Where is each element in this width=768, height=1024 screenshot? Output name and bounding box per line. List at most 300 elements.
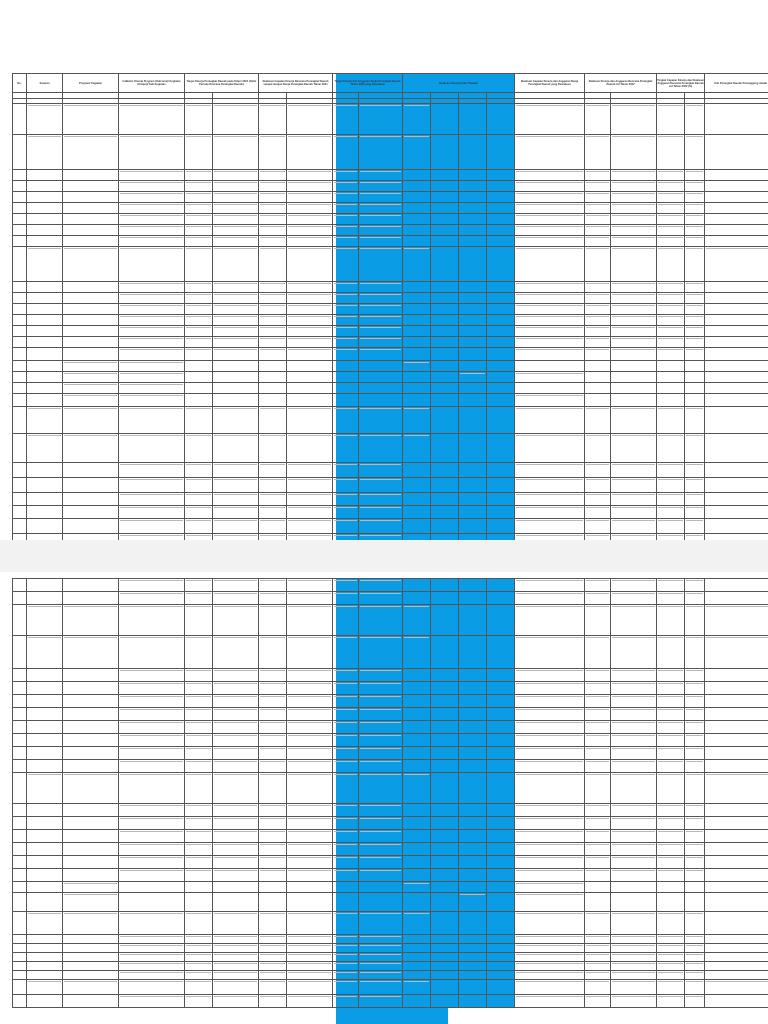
illegible-text bbox=[260, 136, 285, 137]
table-cell bbox=[27, 682, 63, 695]
illegible-text bbox=[288, 972, 331, 973]
table-cell bbox=[27, 214, 63, 225]
table-cell bbox=[63, 912, 119, 935]
table-cell bbox=[287, 326, 333, 337]
table-cell bbox=[359, 348, 403, 361]
table-cell bbox=[487, 534, 515, 541]
table-cell bbox=[13, 636, 27, 669]
table-cell bbox=[403, 383, 431, 394]
illegible-text bbox=[612, 464, 655, 465]
illegible-text bbox=[214, 294, 257, 295]
illegible-text bbox=[612, 105, 655, 106]
illegible-text bbox=[186, 507, 211, 508]
table-cell bbox=[119, 315, 185, 326]
table-cell bbox=[333, 682, 359, 695]
table-cell bbox=[459, 181, 487, 192]
table-cell bbox=[259, 315, 287, 326]
table-cell bbox=[259, 463, 287, 478]
table-cell bbox=[63, 579, 119, 592]
table-cell bbox=[611, 304, 657, 315]
table-cell bbox=[287, 315, 333, 326]
table-cell bbox=[185, 214, 213, 225]
illegible-text bbox=[186, 761, 211, 762]
table-cell bbox=[431, 192, 459, 203]
illegible-text bbox=[186, 972, 211, 973]
illegible-text bbox=[586, 637, 609, 638]
illegible-text bbox=[516, 805, 583, 806]
table-cell bbox=[403, 773, 431, 804]
table-cell bbox=[185, 912, 213, 935]
table-cell bbox=[657, 372, 685, 383]
table-cell bbox=[287, 304, 333, 315]
illegible-text bbox=[686, 580, 703, 581]
table-cell bbox=[611, 953, 657, 962]
illegible-text bbox=[260, 870, 285, 871]
table-cell bbox=[13, 407, 27, 434]
table-cell bbox=[333, 830, 359, 843]
table-cell bbox=[685, 192, 705, 203]
table-cell bbox=[611, 478, 657, 493]
table-cell bbox=[63, 506, 119, 519]
table-cell bbox=[213, 804, 259, 817]
table-cell bbox=[359, 135, 403, 170]
table-cell bbox=[487, 773, 515, 804]
table-cell bbox=[487, 170, 515, 181]
table-cell bbox=[213, 407, 259, 434]
table-cell bbox=[13, 747, 27, 760]
table-cell bbox=[119, 971, 185, 980]
table-row bbox=[13, 856, 768, 869]
table-cell bbox=[213, 463, 259, 478]
table-cell bbox=[259, 104, 287, 135]
table-cell bbox=[185, 135, 213, 170]
illegible-text bbox=[516, 215, 583, 216]
table-cell bbox=[259, 636, 287, 669]
table-cell bbox=[585, 953, 611, 962]
illegible-text bbox=[612, 294, 655, 295]
table-cell bbox=[333, 181, 359, 192]
illegible-text bbox=[360, 305, 401, 306]
illegible-text bbox=[586, 494, 609, 495]
table-cell bbox=[431, 971, 459, 980]
table-cell bbox=[13, 817, 27, 830]
table-cell bbox=[185, 326, 213, 337]
table-cell bbox=[185, 493, 213, 506]
illegible-text bbox=[658, 945, 683, 946]
illegible-text bbox=[186, 945, 211, 946]
table-cell bbox=[13, 773, 27, 804]
table-cell bbox=[185, 682, 213, 695]
table-cell bbox=[287, 912, 333, 935]
table-row bbox=[13, 434, 768, 463]
table-cell bbox=[333, 337, 359, 348]
table-cell bbox=[287, 980, 333, 995]
table-cell bbox=[359, 104, 403, 135]
table-cell bbox=[287, 247, 333, 282]
illegible-text bbox=[686, 670, 703, 671]
table-cell bbox=[13, 348, 27, 361]
illegible-text bbox=[586, 722, 609, 723]
illegible-text bbox=[612, 593, 655, 594]
table-cell bbox=[259, 830, 287, 843]
table-cell bbox=[459, 708, 487, 721]
table-cell bbox=[287, 682, 333, 695]
header-tingkat-capaian: Tingkat Capaian Kinerja dan Realisasi Anggaran Rencana Perangkat Daerah s/d Tahun 2022 (%) bbox=[657, 74, 705, 93]
table-cell bbox=[431, 236, 459, 247]
table-cell bbox=[359, 995, 403, 1008]
illegible-text bbox=[260, 722, 285, 723]
table-cell bbox=[213, 953, 259, 962]
illegible-text bbox=[460, 373, 485, 374]
table-cell bbox=[515, 170, 585, 181]
illegible-text bbox=[686, 774, 703, 775]
illegible-text bbox=[334, 996, 357, 997]
illegible-text bbox=[186, 670, 211, 671]
illegible-text bbox=[186, 606, 211, 607]
illegible-text bbox=[516, 580, 583, 581]
illegible-text bbox=[360, 105, 401, 106]
header-target-akhir: Target Kinerja Perangkat Daerah pada Tahun 2021 (Akhir Periode Rencana Perangkat Daerah) bbox=[185, 74, 259, 93]
table-row bbox=[13, 203, 768, 214]
table-cell bbox=[685, 214, 705, 225]
table-cell bbox=[27, 708, 63, 721]
illegible-text bbox=[658, 226, 683, 227]
table-cell bbox=[27, 519, 63, 534]
table-cell bbox=[611, 971, 657, 980]
table-cell bbox=[333, 315, 359, 326]
table-cell bbox=[515, 708, 585, 721]
table-cell bbox=[63, 980, 119, 995]
table-row bbox=[13, 337, 768, 348]
table-cell bbox=[487, 695, 515, 708]
illegible-text bbox=[586, 248, 609, 249]
table-cell bbox=[27, 971, 63, 980]
illegible-text bbox=[612, 435, 655, 436]
table-cell bbox=[13, 192, 27, 203]
table-cell bbox=[685, 935, 705, 944]
table-cell bbox=[685, 747, 705, 760]
table-cell bbox=[459, 893, 487, 912]
illegible-text bbox=[260, 215, 285, 216]
illegible-text bbox=[260, 683, 285, 684]
table-cell bbox=[119, 747, 185, 760]
table-cell bbox=[27, 817, 63, 830]
illegible-text bbox=[214, 996, 257, 997]
illegible-text bbox=[360, 507, 401, 508]
table-cell bbox=[13, 506, 27, 519]
table-cell bbox=[359, 953, 403, 962]
illegible-text bbox=[186, 981, 211, 982]
illegible-text bbox=[686, 226, 703, 227]
table-cell bbox=[487, 682, 515, 695]
table-cell bbox=[119, 935, 185, 944]
illegible-text bbox=[686, 831, 703, 832]
table-cell bbox=[27, 203, 63, 214]
table-cell bbox=[685, 893, 705, 912]
illegible-text bbox=[120, 171, 183, 172]
header-target-2022: Target Kinerja dan Anggaran Renja Perangkat Daerah Tahun 2022 yang Dievaluasi bbox=[333, 74, 403, 93]
illegible-text bbox=[334, 722, 357, 723]
illegible-text bbox=[214, 435, 257, 436]
illegible-text bbox=[288, 171, 331, 172]
table-cell bbox=[487, 478, 515, 493]
illegible-text bbox=[334, 338, 357, 339]
table-cell bbox=[13, 935, 27, 944]
table-cell bbox=[359, 830, 403, 843]
table-row bbox=[13, 935, 768, 944]
table-cell bbox=[333, 708, 359, 721]
table-cell bbox=[515, 519, 585, 534]
table-cell bbox=[119, 326, 185, 337]
illegible-text bbox=[186, 844, 211, 845]
table-cell bbox=[259, 953, 287, 962]
illegible-text bbox=[186, 735, 211, 736]
table-cell bbox=[403, 337, 431, 348]
illegible-text bbox=[586, 831, 609, 832]
table-cell bbox=[459, 247, 487, 282]
illegible-text bbox=[214, 683, 257, 684]
table-cell bbox=[685, 773, 705, 804]
table-cell bbox=[585, 434, 611, 463]
table-cell bbox=[185, 394, 213, 407]
illegible-text bbox=[334, 408, 357, 409]
illegible-text bbox=[516, 479, 583, 480]
table-cell bbox=[685, 682, 705, 695]
table-cell bbox=[359, 214, 403, 225]
table-cell bbox=[27, 935, 63, 944]
illegible-text bbox=[64, 606, 117, 607]
table-cell bbox=[213, 315, 259, 326]
illegible-text bbox=[658, 748, 683, 749]
illegible-text bbox=[214, 696, 257, 697]
table-cell bbox=[259, 760, 287, 773]
table-cell bbox=[287, 135, 333, 170]
illegible-text bbox=[288, 748, 331, 749]
illegible-text bbox=[288, 870, 331, 871]
illegible-text bbox=[334, 606, 357, 607]
table-row bbox=[13, 361, 768, 372]
illegible-text bbox=[360, 237, 401, 238]
illegible-text bbox=[404, 774, 429, 775]
table-cell bbox=[359, 882, 403, 893]
table-cell bbox=[657, 843, 685, 856]
illegible-text bbox=[214, 954, 257, 955]
table-cell bbox=[119, 214, 185, 225]
illegible-text bbox=[586, 105, 609, 106]
illegible-text bbox=[516, 305, 583, 306]
table-cell bbox=[213, 682, 259, 695]
illegible-text bbox=[586, 774, 609, 775]
table-cell bbox=[27, 695, 63, 708]
illegible-text bbox=[120, 193, 183, 194]
table-cell bbox=[431, 893, 459, 912]
table-cell bbox=[333, 869, 359, 882]
illegible-text bbox=[586, 520, 609, 521]
table-cell bbox=[185, 236, 213, 247]
table-cell bbox=[657, 760, 685, 773]
table-cell bbox=[359, 912, 403, 935]
illegible-text bbox=[214, 338, 257, 339]
table-cell bbox=[685, 434, 705, 463]
table-cell bbox=[119, 348, 185, 361]
table-cell bbox=[63, 953, 119, 962]
table-cell bbox=[119, 721, 185, 734]
table-cell bbox=[403, 760, 431, 773]
table-cell bbox=[611, 912, 657, 935]
table-cell bbox=[27, 493, 63, 506]
table-cell bbox=[119, 682, 185, 695]
table-cell bbox=[333, 734, 359, 747]
table-cell bbox=[359, 669, 403, 682]
illegible-text bbox=[612, 316, 655, 317]
table-row bbox=[13, 519, 768, 534]
illegible-text bbox=[516, 945, 583, 946]
table-cell bbox=[657, 247, 685, 282]
table-cell bbox=[685, 882, 705, 893]
table-cell bbox=[487, 579, 515, 592]
table-cell bbox=[611, 843, 657, 856]
table-cell bbox=[657, 882, 685, 893]
table-cell bbox=[119, 135, 185, 170]
table-cell bbox=[515, 893, 585, 912]
table-cell bbox=[13, 203, 27, 214]
illegible-text bbox=[612, 637, 655, 638]
illegible-text bbox=[260, 580, 285, 581]
table-cell bbox=[657, 971, 685, 980]
table-cell bbox=[431, 912, 459, 935]
table-cell bbox=[287, 214, 333, 225]
illegible-text bbox=[586, 182, 609, 183]
table-cell bbox=[657, 869, 685, 882]
table-cell bbox=[431, 830, 459, 843]
table-cell bbox=[63, 682, 119, 695]
table-cell bbox=[359, 192, 403, 203]
illegible-text bbox=[658, 283, 683, 284]
table-cell bbox=[259, 394, 287, 407]
table-cell bbox=[611, 170, 657, 181]
table-cell bbox=[359, 804, 403, 817]
illegible-text bbox=[334, 305, 357, 306]
table-cell bbox=[705, 293, 768, 304]
illegible-text bbox=[516, 981, 583, 982]
illegible-text bbox=[686, 945, 703, 946]
table-cell bbox=[333, 361, 359, 372]
illegible-text bbox=[360, 349, 401, 350]
illegible-text bbox=[214, 818, 257, 819]
table-cell bbox=[585, 104, 611, 135]
table-cell bbox=[431, 734, 459, 747]
illegible-text bbox=[120, 294, 183, 295]
table-cell bbox=[185, 434, 213, 463]
illegible-text bbox=[120, 349, 183, 350]
illegible-text bbox=[260, 479, 285, 480]
illegible-text bbox=[586, 294, 609, 295]
illegible-text bbox=[686, 349, 703, 350]
table-cell bbox=[287, 856, 333, 869]
table-cell bbox=[259, 407, 287, 434]
table-cell bbox=[333, 506, 359, 519]
illegible-text bbox=[658, 670, 683, 671]
table-cell bbox=[585, 980, 611, 995]
table-cell bbox=[213, 203, 259, 214]
table-cell bbox=[13, 181, 27, 192]
illegible-text bbox=[612, 735, 655, 736]
illegible-text bbox=[516, 844, 583, 845]
illegible-text bbox=[360, 761, 401, 762]
table-cell bbox=[611, 944, 657, 953]
table-cell bbox=[705, 843, 768, 856]
illegible-text bbox=[404, 408, 429, 409]
table-cell bbox=[515, 135, 585, 170]
illegible-text bbox=[334, 870, 357, 871]
table-cell bbox=[13, 695, 27, 708]
table-cell bbox=[287, 804, 333, 817]
illegible-text bbox=[360, 722, 401, 723]
table-cell bbox=[259, 181, 287, 192]
table-cell bbox=[13, 721, 27, 734]
table-cell bbox=[685, 695, 705, 708]
table-cell bbox=[185, 534, 213, 541]
illegible-text bbox=[586, 305, 609, 306]
illegible-text bbox=[658, 606, 683, 607]
table-cell bbox=[359, 463, 403, 478]
illegible-text bbox=[360, 408, 401, 409]
illegible-text bbox=[186, 349, 211, 350]
table-cell bbox=[431, 953, 459, 962]
table-cell bbox=[287, 944, 333, 953]
illegible-text bbox=[260, 818, 285, 819]
table-cell bbox=[611, 856, 657, 869]
table-cell bbox=[685, 579, 705, 592]
table-cell bbox=[657, 135, 685, 170]
illegible-text bbox=[516, 464, 583, 465]
illegible-text bbox=[516, 435, 583, 436]
illegible-text bbox=[186, 435, 211, 436]
illegible-text bbox=[686, 535, 703, 536]
table-cell bbox=[27, 747, 63, 760]
table-cell bbox=[685, 181, 705, 192]
table-cell bbox=[487, 192, 515, 203]
table-cell bbox=[403, 708, 431, 721]
illegible-text bbox=[516, 507, 583, 508]
table-cell bbox=[287, 348, 333, 361]
table-cell bbox=[359, 293, 403, 304]
illegible-text bbox=[686, 972, 703, 973]
table-cell bbox=[13, 856, 27, 869]
illegible-text bbox=[360, 913, 401, 914]
table-cell bbox=[287, 104, 333, 135]
illegible-text bbox=[516, 735, 583, 736]
table-cell bbox=[459, 315, 487, 326]
table-cell bbox=[359, 282, 403, 293]
table-row bbox=[13, 747, 768, 760]
illegible-text bbox=[288, 204, 331, 205]
table-cell bbox=[403, 506, 431, 519]
table-cell bbox=[585, 869, 611, 882]
table-cell bbox=[287, 493, 333, 506]
table-cell bbox=[657, 592, 685, 605]
table-cell bbox=[27, 282, 63, 293]
illegible-text bbox=[658, 520, 683, 521]
table-cell bbox=[333, 636, 359, 669]
illegible-text bbox=[586, 215, 609, 216]
table-cell bbox=[487, 708, 515, 721]
table-cell bbox=[705, 721, 768, 734]
table-cell bbox=[403, 935, 431, 944]
illegible-text bbox=[120, 226, 183, 227]
table-row bbox=[13, 734, 768, 747]
table-cell bbox=[611, 817, 657, 830]
